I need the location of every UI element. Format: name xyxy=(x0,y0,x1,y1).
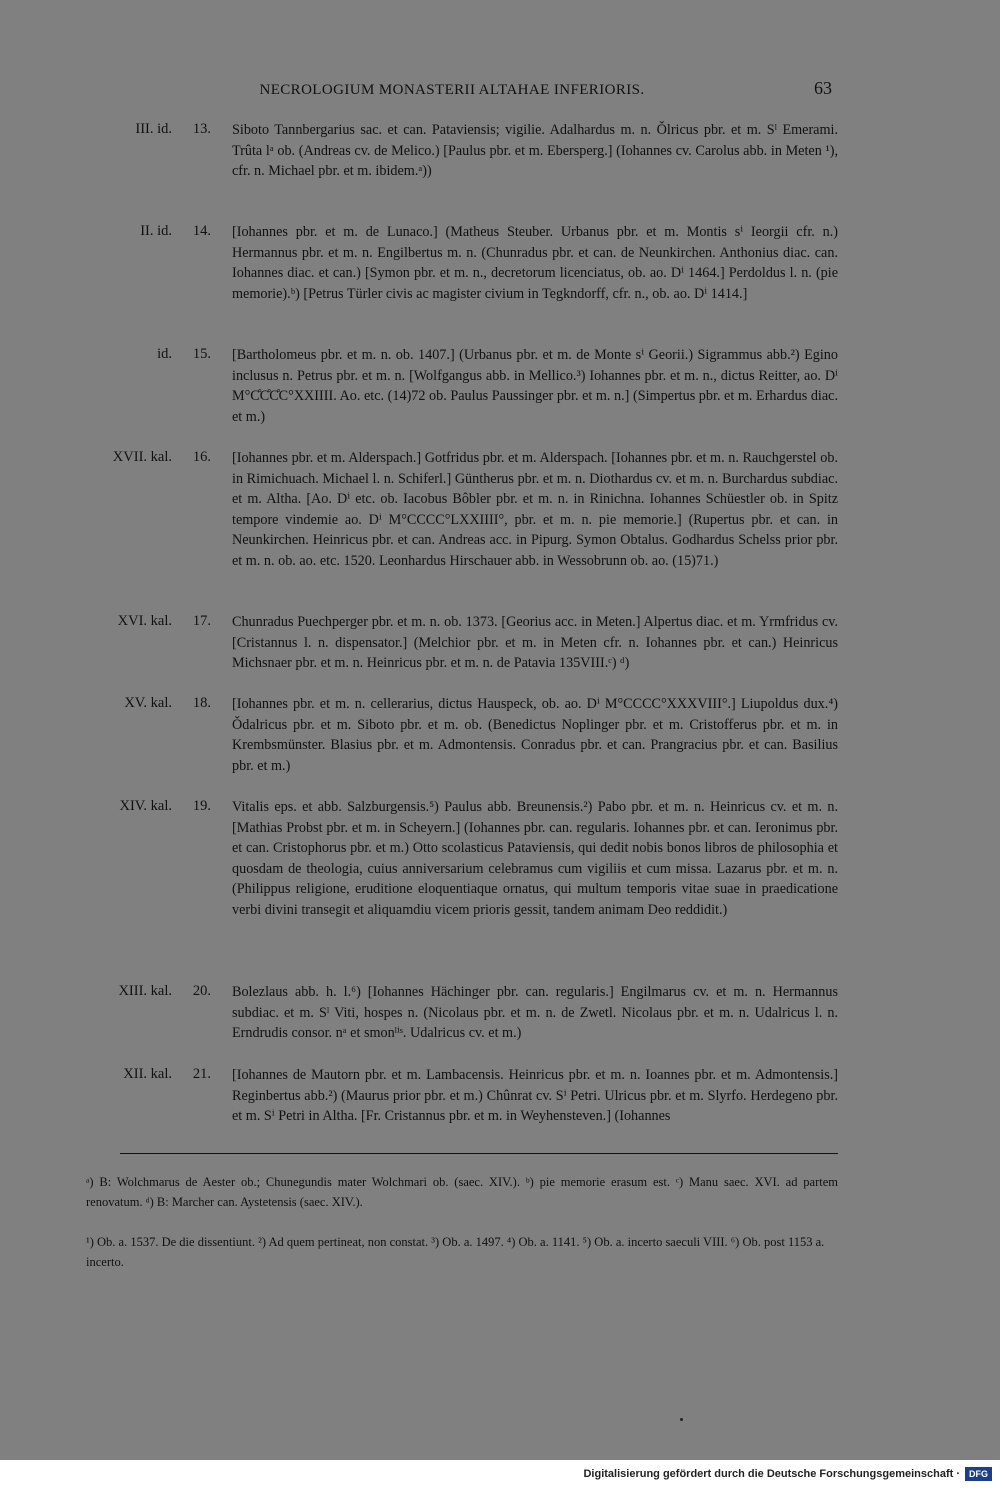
digitization-credit-bar xyxy=(0,1460,1000,1489)
entry-date: XIV. kal. xyxy=(119,798,172,814)
entry-text: Vitalis eps. et abb. Salzburgensis.⁵) Paulus abb. Breunensis.²) Pabo pbr. et m. n. Heinricus cv. et m. n. [Mathias Probst pbr. et m. in Scheyern.] (Iohannes pbr. can. regularis. Iohannes pbr. et can. Ieronimus pbr. et can. Cristophorus pbr. et m.) Otto scolasticus Pataviensis, qui dedit nobis bonos libros de philosophia et quosdam de theologia, cuius anniversarium celebramus cum vigiliis et cum missa. Lazarus pbr. et m. n. (Philippus religione, eruditione eloquentiaque ornatus, qui multum temporis vitae suae in praedicatione verbi divini transegit et aliquamdiu vicem prioris gessit, tandem animam Deo reddidit.) xyxy=(232,799,838,918)
entry-day: 17. xyxy=(192,613,211,629)
entry-day: 19. xyxy=(192,798,211,814)
entry-day: 21. xyxy=(192,1066,211,1082)
entry-day: 16. xyxy=(192,449,211,465)
entry-day: 18. xyxy=(192,695,211,711)
entry-row xyxy=(0,797,1000,982)
entry-date: XII. kal. xyxy=(123,1066,172,1082)
entry-text: Chunradus Puechperger pbr. et m. n. ob. 1373. [Georius acc. in Meten.] Alpertus diac. et m. Yrmfridus cv. [Cristannus l. n. dispensator.] (Melchior pbr. et m. in Meten cfr. n. Iohannes pbr. et can.) Heinricus Michsnaer pbr. et m. n. Heinricus pbr. et m. n. de Patavia 135VIII.ᶜ) ᵈ) xyxy=(232,614,838,672)
footnote-divider xyxy=(120,1153,838,1154)
entry-date: XVI. kal. xyxy=(117,613,172,629)
entry-day: 20. xyxy=(192,983,211,999)
entry-text: [Iohannes pbr. et m. Alderspach.] Gotfridus pbr. et m. Alderspach. [Iohannes pbr. et m. n. Rauchgerstel ob. in Rimichuach. Michael l. n. Schiferl.] Güntherus pbr. et m. n. Diothardus cv. et m. n. Burchardus subdiac. et m. Altha. [Ao. Dⁱ etc. ob. Iacobus Bôbler pbr. et m. n. in Rinichna. Iohannes Schüestler ob. in Spitz tempore vindemie ao. Dⁱ M°CCCC°LXXIIII°, pbr. et m. n. pie memorie.] (Rupertus pbr. et can. in Neunkirchen. Heinricus pbr. et can. Andreas acc. in Pipurg. Symon Obtalus. Godhardus Schelss prior pbr. et m. n. ob. ao. etc. 1520. Leonhardus Hirschauer abb. in Wessobrunn ob. ao. (15)71.) xyxy=(232,450,838,569)
footnotes-letters: ᵃ) B: Wolchmarus de Aester ob.; Chunegundis mater Wolchmari ob. (saec. XIV.). ᵇ) pie memorie erasum est. ᶜ) Manu saec. XVI. ad partem renovatum. ᵈ) B: Marcher can. Aystetensis (saec. XIV.). xyxy=(86,1175,838,1209)
entry-date: XIII. kal. xyxy=(118,983,172,999)
credit-text: Digitalisierung gefördert durch die Deutsche Forschungsgemeinschaft · xyxy=(583,1468,960,1480)
entry-date: XVII. kal. xyxy=(112,449,172,465)
dfg-logo[interactable]: DFG xyxy=(965,1467,992,1481)
entry-text: [Iohannes pbr. et m. de Lunaco.] (Matheus Steuber. Urbanus pbr. et m. Montis sⁱ Ieorgii cfr. n.) Hermannus pbr. et m. n. Engilbertus m. n. (Chunradus pbr. et can. de Neunkirchen. Anthonius diac. can. Iohannes diac. et can.) [Symon pbr. et m. n., decretorum licenciatus, ob. ao. Dⁱ 1464.] Perdoldus l. n. (pie memorie).ᵇ) [Petrus Türler civis ac magister civium in Tegkndorff, cfr. n., ob. ao. Dⁱ 1414.] xyxy=(232,224,838,302)
entry-text: [Iohannes de Mautorn pbr. et m. Lambacensis. Heinricus pbr. et m. n. Ioannes pbr. et m. Admontensis.] Reginbertus abb.²) (Maurus prior pbr. et m.) Chûnrat cv. Sⁱ Petri. Ulricus pbr. et m. Slyrfo. Herdegeno pbr. et m. Sⁱ Petri in Altha. [Fr. Cristannus pbr. et m. in Weyhensteven.] (Iohannes xyxy=(232,1067,838,1125)
entry-row xyxy=(0,448,1000,612)
entry-row xyxy=(0,612,1000,694)
entry-row xyxy=(0,694,1000,797)
entry-date: id. xyxy=(157,346,172,362)
entry-text: [Bartholomeus pbr. et m. n. ob. 1407.] (Urbanus pbr. et m. de Monte sⁱ Georii.) Sigrammus abb.²) Egino inclusus n. Petrus pbr. et m. n. [Wolfgangus abb. in Mellico.³) Iohannes pbr. et m. n., dictus Reitter, ao. Dⁱ M°C̊C̊C̊C°XXIIII. Ao. etc. (14)72 ob. Paulus Paussinger pbr. et m. n.] (Simpertus pbr. et m. Erhardus diac. et m.) xyxy=(232,347,838,425)
entry-row xyxy=(0,345,1000,448)
entry-row xyxy=(0,982,1000,1065)
entry-date: II. id. xyxy=(140,223,172,239)
entry-text: [Iohannes pbr. et m. n. cellerarius, dictus Hauspeck, ob. ao. Dⁱ M°CCCC°XXXVIII°.] Liupoldus dux.⁴) Ǒdalricus pbr. et m. Siboto pbr. et m. ob. (Benedictus Noplinger pbr. et m. Cristofferus pbr. et m. in Krembsmünster. Blasius pbr. et m. Admontensis. Conradus pbr. et can. Prangracius pbr. et can. Basilius pbr. et m.) xyxy=(232,696,838,774)
speck-mark xyxy=(680,1418,683,1421)
necrology-entries xyxy=(0,120,1000,1149)
entry-text: Siboto Tannbergarius sac. et can. Pataviensis; vigilie. Adalhardus m. n. Ǒlricus pbr. et m. Sˡ Emerami. Trûta lᵃ ob. (Andreas cv. de Melico.) [Paulus pbr. et m. Ebersperg.] (Iohannes cv. Carolus abb. in Meten ¹), cfr. n. Michael pbr. et m. ibidem.ᵃ)) xyxy=(232,122,838,180)
entry-date: III. id. xyxy=(135,121,172,137)
page-number: 63 xyxy=(814,78,832,98)
entry-row xyxy=(0,120,1000,222)
running-title: NECROLOGIUM MONASTERII ALTAHAE INFERIORIS. xyxy=(259,82,645,98)
entry-date: XV. kal. xyxy=(124,695,172,711)
entry-day: 13. xyxy=(192,121,211,137)
entry-row xyxy=(0,1065,1000,1149)
footnotes-numbers: ¹) Ob. a. 1537. De die dissentiunt. ²) Ad quem pertineat, non constat. ³) Ob. a. 1497. ⁴) Ob. a. 1141. ⁵) Ob. a. incerto saeculi VIII. ⁶) Ob. post 1153 a. incerto. xyxy=(86,1235,825,1269)
entry-row xyxy=(0,222,1000,345)
entry-day: 15. xyxy=(192,346,211,362)
entry-text: Bolezlaus abb. h. l.⁶) [Iohannes Hächinger pbr. can. regularis.] Engilmarus cv. et m. n. Hermannus subdiac. et m. Sˡ Viti, hospes n. (Nicolaus pbr. et m. n. de Zwetl. Nicolaus pbr. et m. n. Udalricus l. n. Erndrudis consor. nᵃ et smonˡⁱˢ. Udalricus cv. et m.) xyxy=(232,984,838,1042)
entry-day: 14. xyxy=(192,223,211,239)
